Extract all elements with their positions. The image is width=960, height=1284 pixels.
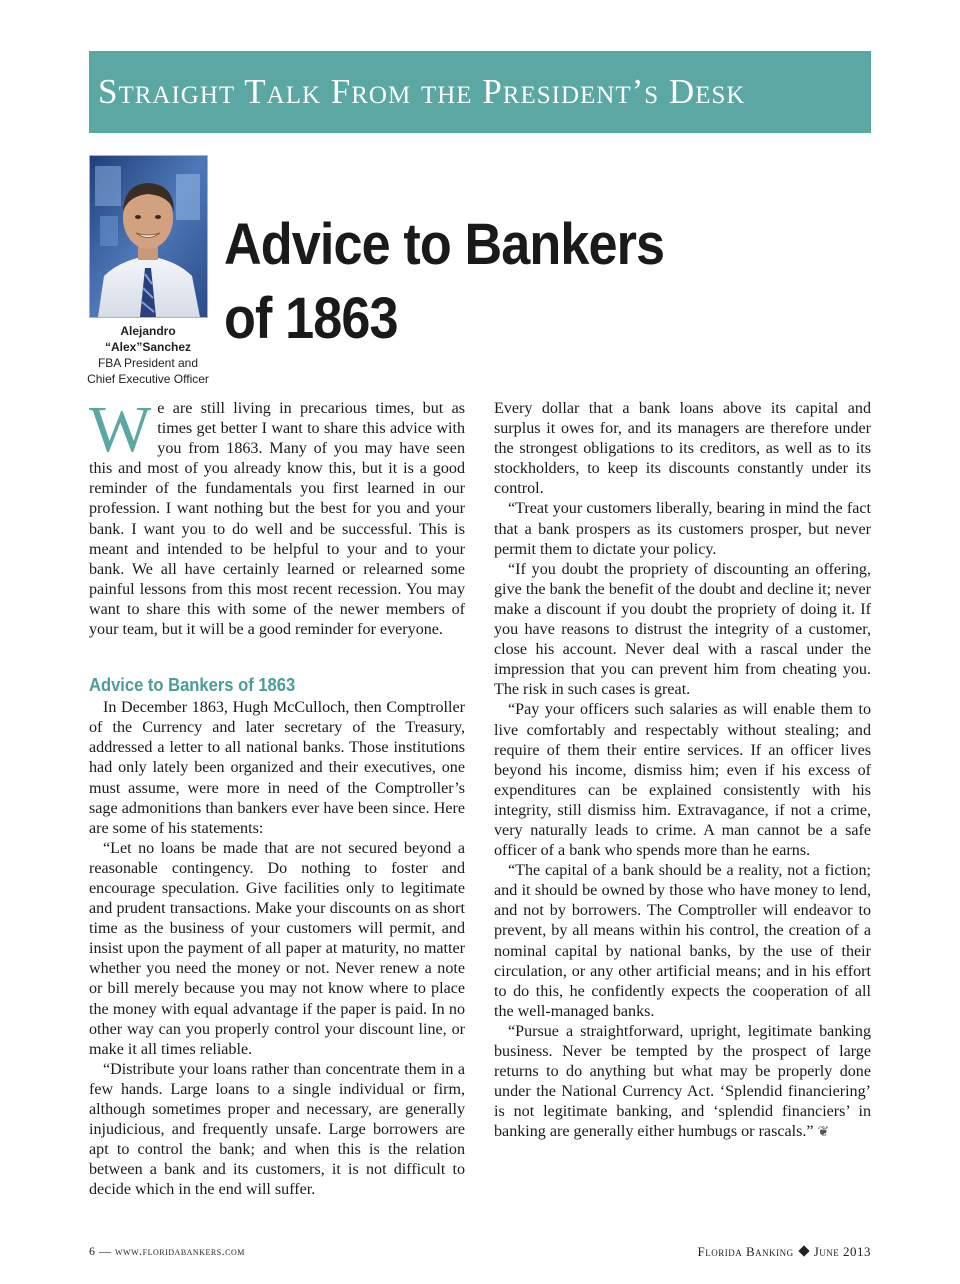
body-paragraph: “Let no loans be made that are not secured beyond a reasonable contingency. Do nothing to foster and encourage speculation. Give facilities only to legitimate and prudent transactions. Make your discounts on as short time as the business of your customers will permit, and insist upon the payment of all paper at maturity, no matter whether you need the money or not. Never renew a note or bill merely because you may not know where to place the money with equal advantage if the paper is paid. In no other way can you properly control your discount line, or make it all times reliable. [89, 839, 465, 1058]
intro-text: e are still living in precarious times, but as times get better I want to share this advice with you from 1863. Many of you may have seen this and most of you already know this, but it is a good reminder of the fundamentals you first learned in our profession. I want nothing but the best for you and your bank. I want you to do well and be successful. This is meant and intended to be helpful to your and to your bank. We all have certainly learned or relearned some painful lessons from this most recent recession. You may want to share this with some of the newer members of your team, but it will be a good reminder for everyone. [89, 400, 465, 639]
author-photo [89, 155, 208, 318]
intro-paragraph [89, 393, 465, 640]
fleuron-icon: ❦ [817, 1125, 830, 1141]
body-paragraph: “Pay your officers such salaries as will enable them to live comfortably and respectably without stealing; and require of them their entire services. If an officer lives beyond his income, dismiss him; even if his excess of expenditures can be explained consistently with his integrity, still dismiss him. Extravagance, if not a crime, very naturally leads to crime. A man cannot be a safe officer of a bank who spends more than he earns. [494, 701, 871, 860]
body-paragraph: Every dollar that a bank loans above its capital and surplus it owes for, and its managers are therefore under the strongest obligations to its creditors, as well as to its stockholders, to keep its discounts constantly under its control. [494, 400, 871, 498]
publication-name: Florida Banking [697, 1244, 794, 1259]
article-headline [224, 208, 692, 356]
headline-line2: of 1863 [224, 286, 398, 351]
author-name-line2: “Alex”Sanchez [104, 340, 192, 354]
section-heading: Advice to Bankers of 1863 [89, 675, 296, 696]
issue-date: June 2013 [813, 1244, 871, 1259]
body-paragraph: “Treat your customers liberally, bearing in mind the fact that a bank prospers as its customers prosper, but never permit them to dictate your policy. [494, 500, 871, 558]
footer-right [698, 1244, 871, 1260]
banner-title: Straight Talk From the President’s Desk [98, 72, 746, 111]
body-paragraph: “If you doubt the propriety of discounting an offering, give the bank the benefit of the doubt and decline it; never make a discount if you doubt the propriety of doing it. If you have reasons to distrust the integrity of a customer, close his account. Never deal with a rascal under the impression that you can prevent him from cheating you. The risk in such cases is great. [494, 560, 871, 699]
diamond-icon [798, 1245, 809, 1256]
body-paragraph: “The capital of a bank should be a reality, not a fiction; and it should be owned by those who have money to lend, and not by borrowers. The Comptroller will endeavor to prevent, by all means within his control, the creation of a nominal capital by national banks, by the use of their circulation, or any other artificial means; and in his effort to do this, he confidently expects the cooperation of all the well-managed banks. [494, 862, 871, 1020]
footer-left [89, 1244, 245, 1259]
final-paragraph-text: “Pursue a straightforward, upright, legitimate banking business. Never be tempted by the prospect of large returns to do anything but what may be properly done under the National Currency Act. ‘Splendid financiering’ is not legitimate banking, and ‘splendid financiers’ in banking are generally either humbugs or rascals.” [494, 1022, 871, 1141]
drop-cap: W [89, 393, 152, 466]
footer-site-link[interactable]: www.floridabankers.com [115, 1244, 245, 1258]
footer-separator: — [99, 1244, 112, 1258]
headline-line1: Advice to Bankers [224, 212, 665, 277]
author-name-line1: Alejandro [120, 324, 176, 338]
final-paragraph [494, 1022, 871, 1144]
body-paragraph: “Distribute your loans rather than concentrate them in a few hands. Large loans to a single individual or firm, although sometimes proper and necessary, are generally injudicious, and frequently unsafe. Large borrowers are apt to control the bank; and when this is the relation between a bank and its customers, it is not difficult to decide which in the end will suffer. [89, 1060, 465, 1199]
author-role-line2: Chief Executive Officer [87, 372, 209, 386]
body-paragraph: In December 1863, Hugh McCulloch, then Comptroller of the Currency and later secretary of the Treasury, addressed a letter to all national banks. Those institutions had only lately been organized and their executives, one must assume, were more in need of the Comptroller’s sage admonitions than bankers ever have been since. Here are some of his statements: [89, 699, 465, 837]
page-number: 6 [89, 1244, 96, 1258]
author-role-line1: FBA President and [97, 356, 199, 370]
right-column [494, 399, 871, 1143]
author-caption [86, 323, 210, 387]
author-portrait-image [90, 156, 207, 317]
left-column [89, 393, 465, 1200]
section-banner [89, 51, 871, 133]
